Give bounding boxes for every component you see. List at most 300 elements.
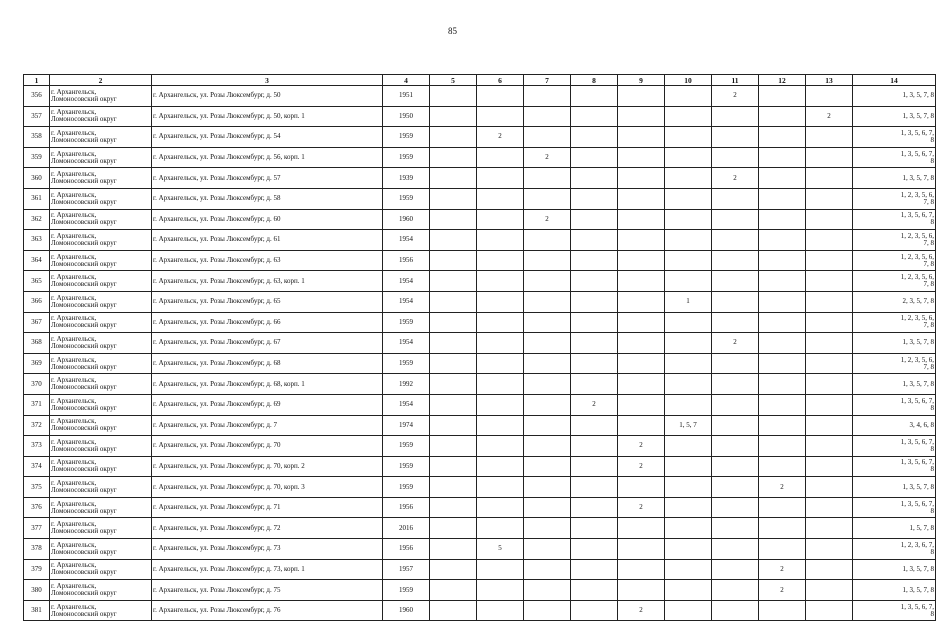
cell-line: Ломоносовский округ bbox=[51, 218, 117, 227]
value-cell-5 bbox=[430, 436, 477, 457]
value-cell-8 bbox=[571, 539, 618, 560]
cell-line: г. Архангельск, bbox=[51, 293, 97, 302]
table-row bbox=[24, 209, 936, 230]
value-cell-8 bbox=[571, 271, 618, 292]
value-cell-6 bbox=[477, 600, 524, 621]
value-cell-5 bbox=[430, 539, 477, 560]
value-cell-11 bbox=[712, 188, 759, 209]
cell-line: г. Архангельск, bbox=[51, 499, 97, 508]
cell-line: г. Архангельск, bbox=[51, 170, 97, 179]
value-cell-11 bbox=[712, 456, 759, 477]
year-cell: 1959 bbox=[383, 353, 430, 374]
value-cell-10 bbox=[665, 106, 712, 127]
value-cell-11 bbox=[712, 271, 759, 292]
address-cell: г. Архангельск, ул. Розы Люксембург, д. 67 bbox=[152, 333, 383, 354]
value-cell-9 bbox=[618, 477, 665, 498]
table-row bbox=[24, 147, 936, 168]
value-cell-5 bbox=[430, 209, 477, 230]
year-cell: 1954 bbox=[383, 230, 430, 251]
codes-cell bbox=[853, 415, 936, 436]
value-cell-8 bbox=[571, 230, 618, 251]
column-header-12: 12 bbox=[759, 75, 806, 86]
cell-line: 8 bbox=[930, 444, 934, 453]
cell-line: 1, 3, 5, 7, 8 bbox=[902, 482, 934, 491]
value-cell-10 bbox=[665, 580, 712, 601]
address-cell: г. Архангельск, ул. Розы Люксембург, д. 75 bbox=[152, 580, 383, 601]
column-header-14: 14 bbox=[853, 75, 936, 86]
address-cell: г. Архангельск, ул. Розы Люксембург, д. 60 bbox=[152, 209, 383, 230]
value-cell-10: 1 bbox=[665, 291, 712, 312]
codes-cell bbox=[853, 497, 936, 518]
address-cell: г. Архангельск, ул. Розы Люксембург, д. 7 bbox=[152, 415, 383, 436]
value-cell-10 bbox=[665, 230, 712, 251]
value-cell-7 bbox=[524, 559, 571, 580]
value-cell-7 bbox=[524, 436, 571, 457]
cell-line: Ломоносовский округ bbox=[51, 444, 117, 453]
cell-line: Ломоносовский округ bbox=[51, 424, 117, 433]
value-cell-7 bbox=[524, 497, 571, 518]
value-cell-12 bbox=[759, 436, 806, 457]
column-header-1: 1 bbox=[24, 75, 50, 86]
value-cell-8 bbox=[571, 209, 618, 230]
cell-line: Ломоносовский округ bbox=[51, 383, 117, 392]
cell-line: Ломоносовский округ bbox=[51, 156, 117, 165]
cell-line: 7, 8 bbox=[923, 362, 934, 371]
value-cell-10 bbox=[665, 209, 712, 230]
row-number-cell: 360 bbox=[24, 168, 50, 189]
cell-line: 1, 3, 5, 7, 8 bbox=[902, 564, 934, 573]
column-header-7: 7 bbox=[524, 75, 571, 86]
value-cell-5 bbox=[430, 333, 477, 354]
value-cell-12 bbox=[759, 106, 806, 127]
table-row bbox=[24, 600, 936, 621]
value-cell-5 bbox=[430, 168, 477, 189]
year-cell: 1959 bbox=[383, 580, 430, 601]
value-cell-5 bbox=[430, 394, 477, 415]
cell-line: 1, 2, 3, 6, 7, bbox=[900, 540, 934, 549]
address-cell: г. Архангельск, ул. Розы Люксембург, д. 71 bbox=[152, 497, 383, 518]
value-cell-9 bbox=[618, 559, 665, 580]
value-cell-7 bbox=[524, 394, 571, 415]
year-cell: 1960 bbox=[383, 600, 430, 621]
district-cell bbox=[50, 250, 152, 271]
year-cell: 1959 bbox=[383, 477, 430, 498]
table-row bbox=[24, 353, 936, 374]
cell-line: Ломоносовский округ bbox=[51, 403, 117, 412]
value-cell-7 bbox=[524, 230, 571, 251]
value-cell-7 bbox=[524, 456, 571, 477]
address-cell: г. Архангельск, ул. Розы Люксембург, д. 61 bbox=[152, 230, 383, 251]
year-cell: 1954 bbox=[383, 271, 430, 292]
cell-line: 1, 3, 5, 7, 8 bbox=[902, 173, 934, 182]
row-number-cell: 369 bbox=[24, 353, 50, 374]
value-cell-8 bbox=[571, 415, 618, 436]
value-cell-8 bbox=[571, 600, 618, 621]
table-row bbox=[24, 188, 936, 209]
year-cell: 1959 bbox=[383, 127, 430, 148]
value-cell-12 bbox=[759, 188, 806, 209]
codes-cell bbox=[853, 106, 936, 127]
value-cell-11 bbox=[712, 539, 759, 560]
year-cell: 1950 bbox=[383, 106, 430, 127]
row-number-cell: 374 bbox=[24, 456, 50, 477]
table-row bbox=[24, 374, 936, 395]
district-cell bbox=[50, 353, 152, 374]
value-cell-5 bbox=[430, 271, 477, 292]
value-cell-13 bbox=[806, 271, 853, 292]
table-row bbox=[24, 436, 936, 457]
cell-line: 8 bbox=[930, 156, 934, 165]
value-cell-8 bbox=[571, 250, 618, 271]
value-cell-13 bbox=[806, 333, 853, 354]
value-cell-11 bbox=[712, 312, 759, 333]
cell-line: 1, 3, 5, 6, 7, bbox=[900, 396, 934, 405]
value-cell-9 bbox=[618, 312, 665, 333]
value-cell-7 bbox=[524, 271, 571, 292]
value-cell-6 bbox=[477, 333, 524, 354]
codes-cell bbox=[853, 230, 936, 251]
value-cell-10: 1, 5, 7 bbox=[665, 415, 712, 436]
row-number-cell: 357 bbox=[24, 106, 50, 127]
value-cell-12 bbox=[759, 394, 806, 415]
value-cell-5 bbox=[430, 580, 477, 601]
cell-line: г. Архангельск, bbox=[51, 561, 97, 570]
address-cell: г. Архангельск, ул. Розы Люксембург, д. 57 bbox=[152, 168, 383, 189]
value-cell-12 bbox=[759, 230, 806, 251]
value-cell-13 bbox=[806, 415, 853, 436]
value-cell-11 bbox=[712, 497, 759, 518]
value-cell-10 bbox=[665, 312, 712, 333]
table-body bbox=[24, 86, 936, 621]
cell-line: г. Архангельск, bbox=[51, 128, 97, 137]
cell-line: 8 bbox=[930, 218, 934, 227]
value-cell-11 bbox=[712, 477, 759, 498]
value-cell-11 bbox=[712, 353, 759, 374]
cell-line: 8 bbox=[930, 547, 934, 556]
value-cell-10 bbox=[665, 250, 712, 271]
value-cell-7 bbox=[524, 374, 571, 395]
codes-cell bbox=[853, 580, 936, 601]
cell-line: Ломоносовский округ bbox=[51, 609, 117, 618]
year-cell: 1951 bbox=[383, 86, 430, 107]
value-cell-7: 2 bbox=[524, 147, 571, 168]
row-number-cell: 359 bbox=[24, 147, 50, 168]
value-cell-12 bbox=[759, 209, 806, 230]
district-cell bbox=[50, 436, 152, 457]
column-header-11: 11 bbox=[712, 75, 759, 86]
address-cell: г. Архангельск, ул. Розы Люксембург, д. 69 bbox=[152, 394, 383, 415]
value-cell-11 bbox=[712, 106, 759, 127]
address-cell: г. Архангельск, ул. Розы Люксембург, д. 54 bbox=[152, 127, 383, 148]
cell-line: 7, 8 bbox=[923, 321, 934, 330]
value-cell-7 bbox=[524, 518, 571, 539]
district-cell bbox=[50, 477, 152, 498]
year-cell: 1956 bbox=[383, 250, 430, 271]
cell-line: Ломоносовский округ bbox=[51, 465, 117, 474]
value-cell-10 bbox=[665, 127, 712, 148]
codes-cell bbox=[853, 291, 936, 312]
value-cell-9 bbox=[618, 374, 665, 395]
codes-cell bbox=[853, 539, 936, 560]
cell-line: 7, 8 bbox=[923, 259, 934, 268]
address-cell: г. Архангельск, ул. Розы Люксембург, д. 65 bbox=[152, 291, 383, 312]
value-cell-8 bbox=[571, 147, 618, 168]
district-cell bbox=[50, 147, 152, 168]
value-cell-10 bbox=[665, 188, 712, 209]
district-cell bbox=[50, 127, 152, 148]
codes-cell bbox=[853, 86, 936, 107]
value-cell-9 bbox=[618, 353, 665, 374]
cell-line: г. Архангельск, bbox=[51, 520, 97, 529]
row-number-cell: 356 bbox=[24, 86, 50, 107]
value-cell-9 bbox=[618, 106, 665, 127]
district-cell bbox=[50, 312, 152, 333]
value-cell-8 bbox=[571, 518, 618, 539]
cell-line: 1, 3, 5, 6, 7, bbox=[900, 602, 934, 611]
cell-line: г. Архангельск, bbox=[51, 602, 97, 611]
row-number-cell: 370 bbox=[24, 374, 50, 395]
value-cell-13 bbox=[806, 497, 853, 518]
year-cell: 2016 bbox=[383, 518, 430, 539]
value-cell-6 bbox=[477, 394, 524, 415]
cell-line: г. Архангельск, bbox=[51, 582, 97, 591]
value-cell-10 bbox=[665, 477, 712, 498]
value-cell-7 bbox=[524, 600, 571, 621]
district-cell bbox=[50, 374, 152, 395]
value-cell-13 bbox=[806, 539, 853, 560]
cell-line: 7, 8 bbox=[923, 197, 934, 206]
address-cell: г. Архангельск, ул. Розы Люксембург, д. 58 bbox=[152, 188, 383, 209]
cell-line: 8 bbox=[930, 609, 934, 618]
cell-line: г. Архангельск, bbox=[51, 376, 97, 385]
value-cell-7 bbox=[524, 106, 571, 127]
header-row bbox=[24, 75, 936, 86]
cell-line: 1, 3, 5, 7, 8 bbox=[902, 338, 934, 347]
value-cell-13 bbox=[806, 600, 853, 621]
codes-cell bbox=[853, 209, 936, 230]
cell-line: 7, 8 bbox=[923, 280, 934, 289]
row-number-cell: 362 bbox=[24, 209, 50, 230]
value-cell-6 bbox=[477, 559, 524, 580]
table-row bbox=[24, 415, 936, 436]
year-cell: 1954 bbox=[383, 333, 430, 354]
value-cell-5 bbox=[430, 497, 477, 518]
value-cell-5 bbox=[430, 353, 477, 374]
year-cell: 1974 bbox=[383, 415, 430, 436]
value-cell-6 bbox=[477, 250, 524, 271]
district-cell bbox=[50, 559, 152, 580]
codes-cell bbox=[853, 188, 936, 209]
table-row bbox=[24, 539, 936, 560]
cell-line: 2, 3, 5, 7, 8 bbox=[902, 297, 934, 306]
value-cell-8 bbox=[571, 497, 618, 518]
value-cell-5 bbox=[430, 477, 477, 498]
table-row bbox=[24, 312, 936, 333]
district-cell bbox=[50, 600, 152, 621]
cell-line: Ломоносовский округ bbox=[51, 589, 117, 598]
value-cell-5 bbox=[430, 374, 477, 395]
value-cell-6 bbox=[477, 415, 524, 436]
value-cell-10 bbox=[665, 539, 712, 560]
codes-cell bbox=[853, 127, 936, 148]
cell-line: г. Архангельск, bbox=[51, 540, 97, 549]
district-cell bbox=[50, 456, 152, 477]
value-cell-11 bbox=[712, 147, 759, 168]
cell-line: 1, 2, 3, 5, 6, bbox=[900, 273, 934, 282]
value-cell-10 bbox=[665, 559, 712, 580]
cell-line: Ломоносовский округ bbox=[51, 341, 117, 350]
value-cell-10 bbox=[665, 497, 712, 518]
value-cell-6 bbox=[477, 271, 524, 292]
value-cell-5 bbox=[430, 456, 477, 477]
address-cell: г. Архангельск, ул. Розы Люксембург, д. 73, корп. 1 bbox=[152, 559, 383, 580]
value-cell-9 bbox=[618, 250, 665, 271]
value-cell-9 bbox=[618, 127, 665, 148]
row-number-cell: 378 bbox=[24, 539, 50, 560]
value-cell-5 bbox=[430, 600, 477, 621]
value-cell-13 bbox=[806, 518, 853, 539]
value-cell-12 bbox=[759, 147, 806, 168]
row-number-cell: 365 bbox=[24, 271, 50, 292]
value-cell-13: 2 bbox=[806, 106, 853, 127]
value-cell-13 bbox=[806, 230, 853, 251]
value-cell-9: 2 bbox=[618, 497, 665, 518]
cell-line: Ломоносовский округ bbox=[51, 568, 117, 577]
cell-line: 1, 3, 5, 6, 7, bbox=[900, 458, 934, 467]
value-cell-12 bbox=[759, 333, 806, 354]
address-cell: г. Архангельск, ул. Розы Люксембург, д. 66 bbox=[152, 312, 383, 333]
value-cell-7 bbox=[524, 250, 571, 271]
value-cell-13 bbox=[806, 86, 853, 107]
value-cell-7 bbox=[524, 353, 571, 374]
value-cell-7 bbox=[524, 477, 571, 498]
value-cell-10 bbox=[665, 456, 712, 477]
column-header-13: 13 bbox=[806, 75, 853, 86]
value-cell-12 bbox=[759, 271, 806, 292]
value-cell-10 bbox=[665, 374, 712, 395]
value-cell-6 bbox=[477, 86, 524, 107]
value-cell-13 bbox=[806, 374, 853, 395]
value-cell-6 bbox=[477, 312, 524, 333]
table-row bbox=[24, 477, 936, 498]
cell-line: 1, 2, 3, 5, 6, bbox=[900, 314, 934, 323]
value-cell-5 bbox=[430, 127, 477, 148]
value-cell-10 bbox=[665, 168, 712, 189]
row-number-cell: 368 bbox=[24, 333, 50, 354]
value-cell-6 bbox=[477, 106, 524, 127]
value-cell-11: 2 bbox=[712, 333, 759, 354]
cell-line: г. Архангельск, bbox=[51, 334, 97, 343]
cell-line: г. Архангельск, bbox=[51, 355, 97, 364]
cell-line: г. Архангельск, bbox=[51, 252, 97, 261]
row-number-cell: 358 bbox=[24, 127, 50, 148]
value-cell-13 bbox=[806, 168, 853, 189]
value-cell-6 bbox=[477, 497, 524, 518]
year-cell: 1954 bbox=[383, 291, 430, 312]
value-cell-13 bbox=[806, 312, 853, 333]
column-header-10: 10 bbox=[665, 75, 712, 86]
value-cell-9: 2 bbox=[618, 600, 665, 621]
cell-line: Ломоносовский округ bbox=[51, 94, 117, 103]
cell-line: 8 bbox=[930, 506, 934, 515]
codes-cell bbox=[853, 333, 936, 354]
value-cell-8 bbox=[571, 580, 618, 601]
address-cell: г. Архангельск, ул. Розы Люксембург, д. 72 bbox=[152, 518, 383, 539]
cell-line: Ломоносовский округ bbox=[51, 506, 117, 515]
value-cell-7 bbox=[524, 539, 571, 560]
address-cell: г. Архангельск, ул. Розы Люксембург, д. 56, корп. 1 bbox=[152, 147, 383, 168]
value-cell-9 bbox=[618, 147, 665, 168]
cell-line: Ломоносовский округ bbox=[51, 300, 117, 309]
value-cell-13 bbox=[806, 147, 853, 168]
value-cell-8 bbox=[571, 291, 618, 312]
value-cell-13 bbox=[806, 250, 853, 271]
value-cell-11 bbox=[712, 518, 759, 539]
value-cell-11 bbox=[712, 230, 759, 251]
value-cell-12: 2 bbox=[759, 477, 806, 498]
cell-line: 1, 3, 5, 6, 7, bbox=[900, 437, 934, 446]
value-cell-9 bbox=[618, 209, 665, 230]
codes-cell bbox=[853, 394, 936, 415]
cell-line: 1, 2, 3, 5, 6, bbox=[900, 231, 934, 240]
value-cell-11 bbox=[712, 394, 759, 415]
value-cell-12 bbox=[759, 353, 806, 374]
table-row bbox=[24, 394, 936, 415]
row-number-cell: 372 bbox=[24, 415, 50, 436]
value-cell-9 bbox=[618, 291, 665, 312]
value-cell-6: 5 bbox=[477, 539, 524, 560]
value-cell-10 bbox=[665, 271, 712, 292]
value-cell-6 bbox=[477, 209, 524, 230]
year-cell: 1959 bbox=[383, 147, 430, 168]
row-number-cell: 381 bbox=[24, 600, 50, 621]
value-cell-8 bbox=[571, 559, 618, 580]
cell-line: г. Архангельск, bbox=[51, 231, 97, 240]
year-cell: 1959 bbox=[383, 436, 430, 457]
value-cell-11 bbox=[712, 580, 759, 601]
row-number-cell: 371 bbox=[24, 394, 50, 415]
value-cell-6 bbox=[477, 147, 524, 168]
value-cell-13 bbox=[806, 353, 853, 374]
value-cell-11 bbox=[712, 250, 759, 271]
value-cell-10 bbox=[665, 600, 712, 621]
table-row bbox=[24, 333, 936, 354]
cell-line: г. Архангельск, bbox=[51, 479, 97, 488]
cell-line: 1, 2, 3, 5, 6, bbox=[900, 355, 934, 364]
value-cell-9: 2 bbox=[618, 436, 665, 457]
value-cell-5 bbox=[430, 230, 477, 251]
value-cell-5 bbox=[430, 188, 477, 209]
row-number-cell: 379 bbox=[24, 559, 50, 580]
value-cell-7: 2 bbox=[524, 209, 571, 230]
value-cell-13 bbox=[806, 477, 853, 498]
value-cell-10 bbox=[665, 86, 712, 107]
cell-line: г. Архангельск, bbox=[51, 396, 97, 405]
value-cell-5 bbox=[430, 312, 477, 333]
codes-cell bbox=[853, 353, 936, 374]
value-cell-12 bbox=[759, 518, 806, 539]
table-row bbox=[24, 86, 936, 107]
district-cell bbox=[50, 106, 152, 127]
district-cell bbox=[50, 86, 152, 107]
cell-line: г. Архангельск, bbox=[51, 417, 97, 426]
column-header-2: 2 bbox=[50, 75, 152, 86]
value-cell-12 bbox=[759, 86, 806, 107]
codes-cell bbox=[853, 518, 936, 539]
cell-line: 7, 8 bbox=[923, 238, 934, 247]
value-cell-12 bbox=[759, 291, 806, 312]
value-cell-7 bbox=[524, 415, 571, 436]
